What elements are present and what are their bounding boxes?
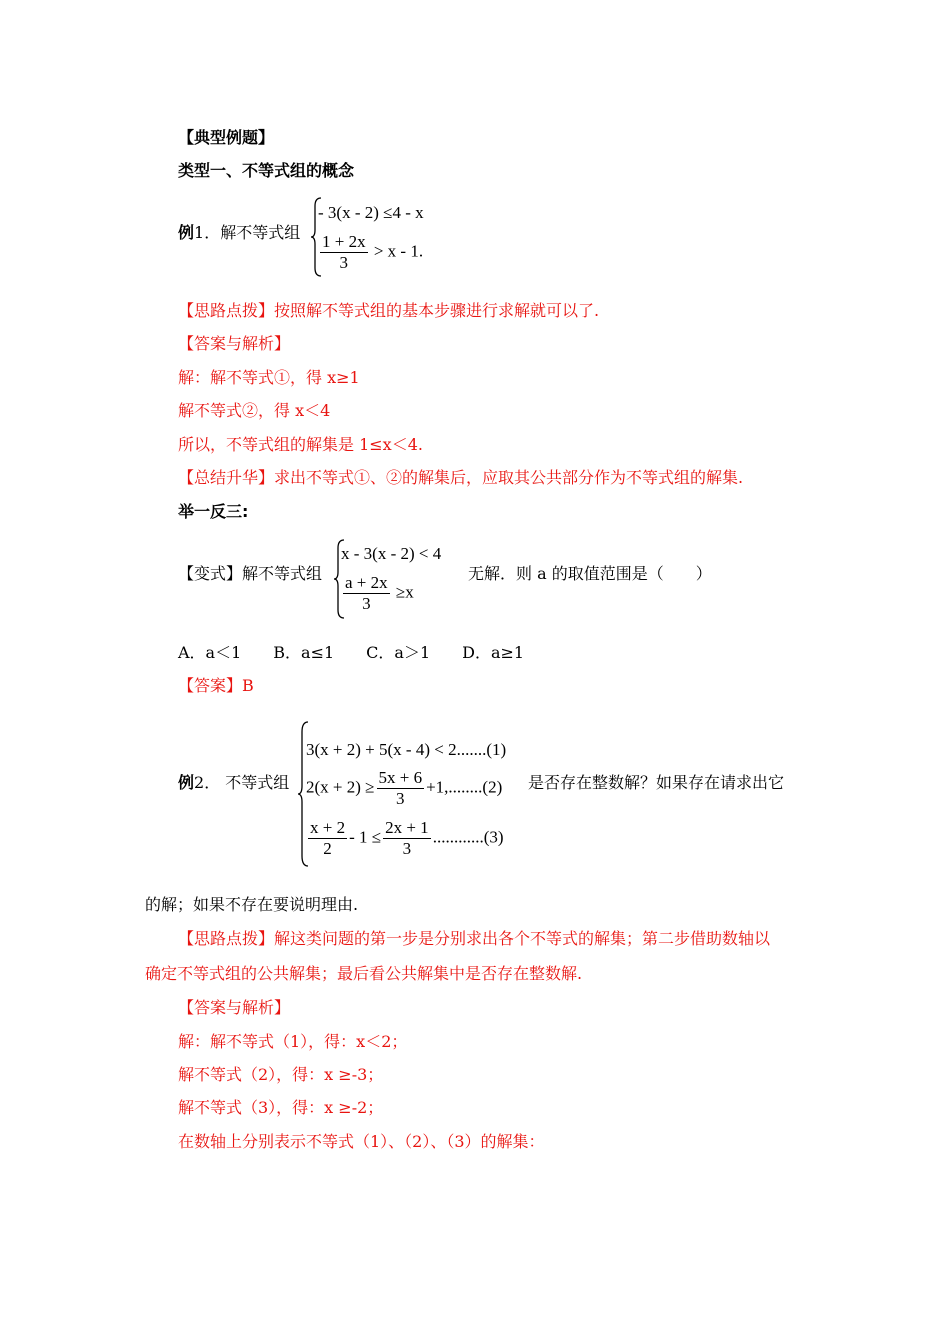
denominator: 3 bbox=[396, 789, 405, 808]
ex1-ineq-1: - 3(x - 2) ≤4 - x bbox=[318, 203, 424, 222]
hint-tag: 【思路点拨】 bbox=[178, 301, 275, 320]
variant-label bbox=[178, 563, 322, 585]
answer-line: 解不等式（3），得：x ≥-2； bbox=[178, 1098, 384, 1117]
numerator: 5x + 6 bbox=[378, 768, 423, 787]
summary bbox=[178, 467, 743, 489]
example1-number: 1．解不等式组 bbox=[194, 223, 301, 242]
answer-line: 解不等式②，得 x＜4 bbox=[178, 401, 331, 420]
fraction bbox=[383, 818, 431, 859]
ineq-tail: ≥x bbox=[395, 582, 414, 602]
example2-word: 例 bbox=[178, 773, 195, 792]
ineq-tail: > x - 1. bbox=[373, 241, 424, 261]
example1-label bbox=[178, 222, 300, 244]
type-heading: 类型一、不等式组的概念 bbox=[178, 161, 355, 180]
fraction bbox=[320, 232, 368, 273]
answer-tag-1: 【答案与解析】 bbox=[178, 334, 291, 353]
example1-system bbox=[310, 196, 470, 278]
ex1-ineq-2 bbox=[318, 232, 423, 273]
denominator: 3 bbox=[339, 253, 349, 272]
variant-answer: 【答案】B bbox=[178, 676, 254, 695]
example2-system bbox=[297, 720, 527, 868]
var-ineq-1: x - 3(x - 2) < 4 bbox=[341, 544, 442, 563]
var-ineq-2 bbox=[341, 573, 414, 614]
numerator: a + 2x bbox=[345, 573, 388, 592]
fraction bbox=[343, 573, 390, 614]
practice-heading: 举一反三: bbox=[178, 502, 249, 521]
example1-word: 例 bbox=[178, 223, 195, 242]
fraction bbox=[377, 768, 425, 809]
hint-tag: 【思路点拨】 bbox=[178, 929, 275, 948]
answer-line: 解：解不等式①，得 x≥1 bbox=[178, 368, 360, 387]
variant-tail: 无解．则 a 的取值范围是（ ） bbox=[468, 564, 712, 583]
answer-line: 解：解不等式（1），得：x＜2； bbox=[178, 1032, 408, 1051]
answer-line: 解不等式（2），得：x ≥-3； bbox=[178, 1065, 384, 1084]
variant-text: 解不等式组 bbox=[242, 564, 323, 583]
denominator: 2 bbox=[323, 839, 332, 858]
hint-1 bbox=[178, 300, 599, 322]
ex2-ineq-2 bbox=[306, 768, 502, 809]
summary-tag: 【总结升华】 bbox=[178, 468, 275, 487]
variant-system bbox=[333, 538, 463, 620]
numerator: 1 + 2x bbox=[322, 232, 366, 251]
answer-tag-2: 【答案与解析】 bbox=[178, 998, 291, 1017]
answer-options: A．a＜1 B．a≤1 C．a＞1 D．a≥1 bbox=[178, 643, 525, 662]
fraction bbox=[308, 818, 347, 859]
summary-text: 求出不等式①、②的解集后，应取其公共部分作为不等式组的解集. bbox=[274, 468, 744, 487]
denominator: 3 bbox=[362, 594, 371, 613]
hint-text: 按照解不等式组的基本步骤进行求解就可以了. bbox=[274, 301, 600, 320]
ineq-head: 2(x + 2) ≥ bbox=[306, 777, 375, 797]
ex2-ineq-3 bbox=[306, 818, 504, 859]
answer-line: 所以，不等式组的解集是 1≤x＜4. bbox=[178, 435, 423, 454]
hint-2-cont: 确定不等式组的公共解集；最后看公共解集中是否存在整数解. bbox=[145, 964, 583, 983]
example2-tail: 是否存在整数解？如果存在请求出它 bbox=[528, 773, 785, 792]
ineq-mid: - 1 ≤ bbox=[349, 827, 382, 847]
hint-2 bbox=[178, 928, 770, 950]
section-heading: 【典型例题】 bbox=[178, 128, 275, 147]
answer-line: 在数轴上分别表示不等式（1）、（2）、（3）的解集： bbox=[178, 1132, 545, 1151]
denominator: 3 bbox=[402, 839, 412, 858]
numerator: 2x + 1 bbox=[385, 818, 429, 837]
example2-cont: 的解；如果不存在要说明理由. bbox=[145, 895, 359, 914]
numerator: x + 2 bbox=[310, 818, 346, 837]
hint-text: 解这类问题的第一步是分别求出各个不等式的解集；第二步借助数轴以 bbox=[274, 929, 771, 948]
ineq-tail: ............(3) bbox=[432, 827, 504, 847]
example2-label bbox=[178, 772, 289, 794]
ineq-tail: +1,........(2) bbox=[426, 777, 503, 797]
variant-tag: 【变式】 bbox=[178, 564, 243, 583]
example2-number: 2． 不等式组 bbox=[194, 773, 290, 792]
ex2-ineq-1: 3(x + 2) + 5(x - 4) < 2.......(1) bbox=[306, 740, 507, 759]
